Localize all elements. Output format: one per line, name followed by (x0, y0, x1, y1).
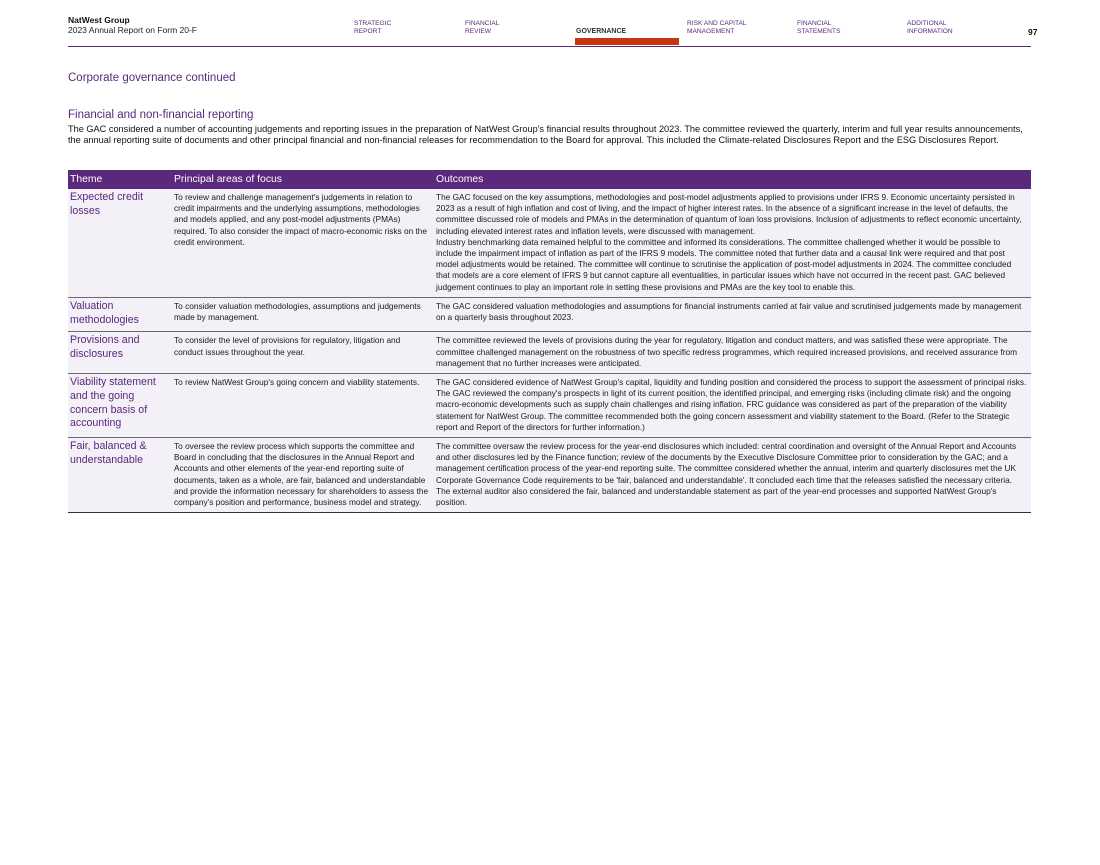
table-row (68, 374, 1031, 438)
table-row (68, 438, 1031, 513)
nav-additional-information[interactable]: ADDITIONAL INFORMATION (907, 20, 953, 35)
outcome-paragraph: Industry benchmarking data remained helpful to the committee and informed its considerations. The committee challenged whether it would be possible to include the impairment impact of inflation as part of the IFRS 9 models. The committee noted that further data and a causal link were required and that post model adjustments would be retained. The committee will continue to scrutinise the application of post-model adjustments in 2024. The committee concluded that models are a core element of IFRS 9 but cannot capture all eventualities, in particular issues which have not occurred in the recent past. GAC believed judgement continues to play an important role in setting these provisions and PMAs are the key tool to enable this. (436, 236, 1012, 292)
section-title: Corporate governance continued (68, 72, 236, 84)
nav-strategic-report[interactable]: STRATEGIC REPORT (354, 20, 392, 35)
report-subtitle: 2023 Annual Report on Form 20-F (68, 25, 197, 35)
outcomes-cell (434, 332, 1031, 374)
focus-cell: To oversee the review process which supports the committee and Board in concluding that the disclosures in the Annual Report and Accounts and other elements of the year-end reporting suite of documents, taken as a whole, are fair, balanced and understandable and provide the information necessary for shareholders to assess the company's position and performance, business model and strategy. (172, 438, 434, 513)
focus-cell: To review NatWest Group's going concern and viability statements. (172, 374, 434, 438)
theme-cell: Fair, balanced & understandable (68, 438, 172, 513)
outcome-paragraph: The GAC considered evidence of NatWest Group's capital, liquidity and funding position and considered the process to support the assessment of principal risks. The GAC reviewed the company's prospects in light of its current position, the identified principal, and emerging risks (including climate risk) and the ongoing macro-economic developments such as supply chain challenges and rising inflation. FRC guidance was considered as part of the preparation of the viability statement for NatWest Group. The committee recommended both the going concern assessment and viability statement to the Board. (Refer to the Strategic report and Report of the directors for further information.) (436, 377, 1027, 432)
outcome-paragraph: The GAC considered valuation methodologies and assumptions for financial instruments carried at fair value and scrutinised judgements made by management on a quarterly basis throughout 2023. (436, 300, 1022, 323)
nav-financial-review[interactable]: FINANCIAL REVIEW (465, 20, 500, 35)
theme-cell: Valuation methodologies (68, 297, 172, 332)
subheading: Financial and non-financial reporting (68, 109, 254, 121)
outcomes-cell (434, 374, 1031, 438)
active-section-indicator (575, 38, 679, 45)
table-header-row (68, 170, 1031, 189)
outcomes-cell (434, 438, 1031, 513)
theme-cell: Viability statement and the going concern basis of accounting (68, 374, 172, 438)
theme-cell: Provisions and disclosures (68, 332, 172, 374)
nav-governance[interactable]: GOVERNANCE (576, 28, 627, 35)
outcome-paragraph: The committee oversaw the review process for the year-end disclosures which included: central coordination and oversight of the Annual Report and Accounts and other disclosures led by the Finance function; review of the documents by the Executive Disclosure Committee prior to consideration by the GAC; and a management certification process of the year-end reporting suite. The committee considered whether the annual, interim and quarterly disclosures met the UK Corporate Governance Code requirements to be 'fair, balanced and understandable'. It concluded each time that the releases satisfied the necessary criteria. The external auditor also considered the fair, balanced and understandable statement as part of the year-end processes and supported NatWest Group's position. (436, 441, 1017, 508)
theme-cell: Expected credit losses (68, 189, 172, 297)
column-header-focus: Principal areas of focus (172, 170, 434, 189)
brand-name: NatWest Group (68, 15, 130, 25)
page-number: 97 (1028, 27, 1038, 37)
table-row (68, 332, 1031, 374)
column-header-theme: Theme (68, 170, 172, 189)
outcomes-cell (434, 297, 1031, 332)
table-row (68, 189, 1031, 297)
reporting-issues-table (68, 170, 1031, 513)
outcome-paragraph: The GAC focused on the key assumptions, methodologies and post-model adjustments applied to provisions under IFRS 9. Economic uncertainty persisted in 2023 as a result of high inflation and cost of living, and the impact of higher interest rates. In the absence of a significant increase in the level of defaults, the committee discussed role of models and PMAs in the determination of quantum of loan loss provisions. Inclusion of adjustments to reflect economic uncertainty, including elevated interest rates and inflation levels, were discussed with management. (436, 192, 1022, 236)
focus-cell: To consider valuation methodologies, assumptions and judgements made by management. (172, 297, 434, 332)
nav-risk-and-capital-management[interactable]: RISK AND CAPITAL MANAGEMENT (687, 20, 747, 35)
focus-cell: To review and challenge management's judgements in relation to credit impairments and the underlying assumptions, methodologies and models applied, and any post-model adjustments (PMAs) required. To also consider the impact of macro-economic risks on the credit environment. (172, 189, 434, 297)
table-row (68, 297, 1031, 332)
nav-financial-statements[interactable]: FINANCIAL STATEMENTS (797, 20, 841, 35)
intro-paragraph: The GAC considered a number of accounting judgements and reporting issues in the preparation of NatWest Group's financial results throughout 2023. The committee reviewed the quarterly, interim and full year results announcements, the annual reporting suite of documents and other principal financial and non-financial releases for recommendation to the Board for approval. This included the Climate-related Disclosures Report and the ESG Disclosures Report. (68, 124, 1023, 146)
header-divider (68, 46, 1031, 47)
focus-cell: To consider the level of provisions for regulatory, litigation and conduct issues throughout the year. (172, 332, 434, 374)
column-header-outcomes: Outcomes (434, 170, 1031, 189)
outcome-paragraph: The committee reviewed the levels of provisions during the year for regulatory, litigation and conduct matters, and was satisfied these were appropriate. The committee challenged management on the robustness of two specific redress programmes, which required increased provisions, and received assurance from management that no further increases were anticipated. (436, 335, 1018, 368)
page-header (0, 0, 1100, 47)
outcomes-cell (434, 189, 1031, 297)
